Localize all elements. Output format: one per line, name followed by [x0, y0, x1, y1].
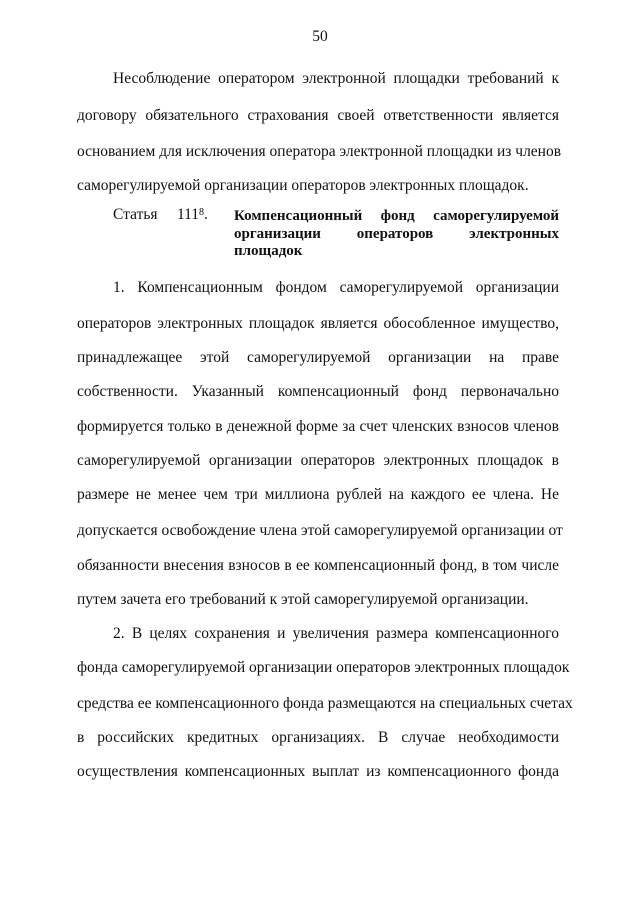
paragraph-1-line-7: размере не менее чем три миллиона рублей на каждого ее члена. Не [77, 486, 559, 503]
intro-line-3: основанием для исключения оператора электронной площадки из членов [77, 143, 562, 160]
paragraph-1-line-4: собственности. Указанный компенсационный фонд первоначально [77, 383, 559, 400]
paragraph-1-line-10: путем зачета его требований к этой саморегулируемой организации. [77, 591, 529, 608]
intro-line-4: саморегулируемой организации операторов электронных площадок. [77, 177, 529, 194]
paragraph-2-line-4: в российских кредитных организациях. В случае необходимости [77, 729, 559, 746]
article-number-suffix: . [204, 206, 208, 223]
article-title-line-2: организации операторов электронных [234, 226, 559, 242]
paragraph-1-line-1: 1. Компенсационным фондом саморегулируемой организации [113, 279, 559, 296]
intro-line-1: Несоблюдение оператором электронной площадки требований к [113, 70, 559, 87]
paragraph-1-line-8: допускается освобождение члена этой саморегулируемой организации от [77, 522, 563, 539]
paragraph-1-line-5: формируется только в денежной форме за счет членских взносов членов [77, 418, 559, 435]
paragraph-1-line-2: операторов электронных площадок является обособленное имущество, [77, 315, 559, 332]
paragraph-2-line-3: средства ее компенсационного фонда размещаются на специальных счетах [77, 695, 573, 712]
paragraph-1-line-3: принадлежащее этой саморегулируемой организации на праве [77, 349, 559, 366]
page-number: 50 [312, 28, 328, 45]
paragraph-2-line-2: фонда саморегулируемой организации операторов электронных площадок [77, 659, 570, 676]
article-number: 111 [176, 206, 200, 223]
article-label [113, 205, 208, 225]
article-title-line-3: площадок [234, 243, 303, 259]
paragraph-1-line-9: обязанности внесения взносов в ее компенсационный фонд, в том числе [77, 557, 559, 574]
paragraph-2-line-1: 2. В целях сохранения и увеличения размера компенсационного [113, 625, 559, 642]
paragraph-1-line-6: саморегулируемой организации операторов электронных площадок в [77, 452, 559, 469]
article-number-superscript: 8 [199, 207, 205, 218]
article-title-line-1: Компенсационный фонд саморегулируемой [234, 208, 559, 224]
paragraph-2-line-5: осуществления компенсационных выплат из компенсационного фонда [77, 763, 559, 780]
article-word: Статья [113, 206, 158, 223]
intro-line-2: договору обязательного страхования своей ответственности является [77, 107, 559, 124]
